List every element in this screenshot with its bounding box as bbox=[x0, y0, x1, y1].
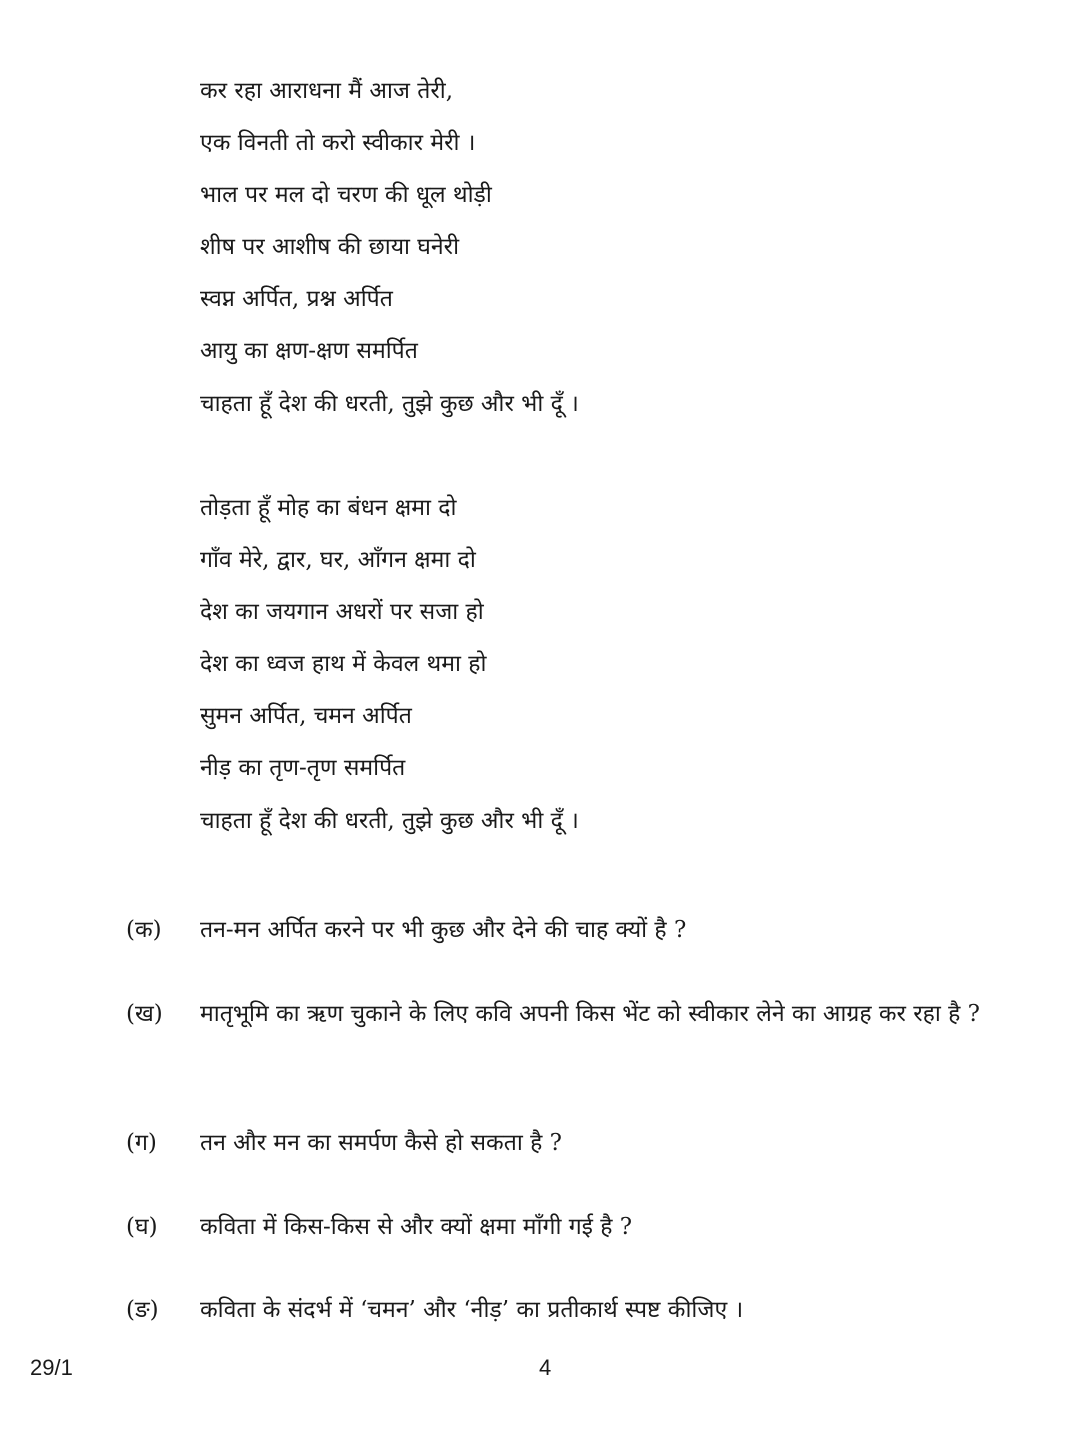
poem-line: एक विनती तो करो स्वीकार मेरी । bbox=[200, 130, 476, 156]
question-label: (ङ) bbox=[126, 1297, 159, 1323]
poem-line: स्वप्न अर्पित, प्रश्न अर्पित bbox=[200, 286, 393, 312]
question-text: कविता में किस-किस से और क्यों क्षमा माँगी गई है ? bbox=[200, 1214, 633, 1240]
poem-line: सुमन अर्पित, चमन अर्पित bbox=[200, 703, 412, 729]
page-number: 4 bbox=[539, 1355, 552, 1380]
question-text: तन-मन अर्पित करने पर भी कुछ और देने की चाह क्यों है ? bbox=[200, 917, 687, 943]
paper-code: 29/1 bbox=[30, 1355, 73, 1380]
question-text: कविता के संदर्भ में ‘चमन’ और ‘नीड़’ का प्रतीकार्थ स्पष्ट कीजिए । bbox=[200, 1297, 744, 1323]
poem-line: देश का जयगान अधरों पर सजा हो bbox=[200, 599, 484, 625]
poem-line: आयु का क्षण-क्षण समर्पित bbox=[200, 338, 418, 364]
poem-line: तोड़ता हूँ मोह का बंधन क्षमा दो bbox=[200, 495, 457, 521]
question-label: (ग) bbox=[126, 1130, 157, 1156]
poem-line: नीड़ का तृण-तृण समर्पित bbox=[200, 755, 406, 781]
question-label: (क) bbox=[126, 917, 162, 943]
poem-line: चाहता हूँ देश की धरती, तुझे कुछ और भी दूँ । bbox=[200, 391, 579, 417]
question-text: तन और मन का समर्पण कैसे हो सकता है ? bbox=[200, 1130, 562, 1156]
question-label: (ख) bbox=[126, 1001, 163, 1027]
poem-line: भाल पर मल दो चरण की धूल थोड़ी bbox=[200, 182, 492, 208]
poem-line: गाँव मेरे, द्वार, घर, आँगन क्षमा दो bbox=[200, 547, 476, 573]
poem-line: शीष पर आशीष की छाया घनेरी bbox=[200, 234, 460, 260]
poem-line: कर रहा आराधना मैं आज तेरी, bbox=[200, 78, 454, 104]
question-label: (घ) bbox=[126, 1214, 158, 1240]
poem-line: चाहता हूँ देश की धरती, तुझे कुछ और भी दूँ । bbox=[200, 808, 579, 834]
question-text: मातृभूमि का ऋण चुकाने के लिए कवि अपनी किस भेंट को स्वीकार लेने का आग्रह कर रहा है ? bbox=[200, 1001, 980, 1027]
poem-line: देश का ध्वज हाथ में केवल थमा हो bbox=[200, 651, 487, 677]
